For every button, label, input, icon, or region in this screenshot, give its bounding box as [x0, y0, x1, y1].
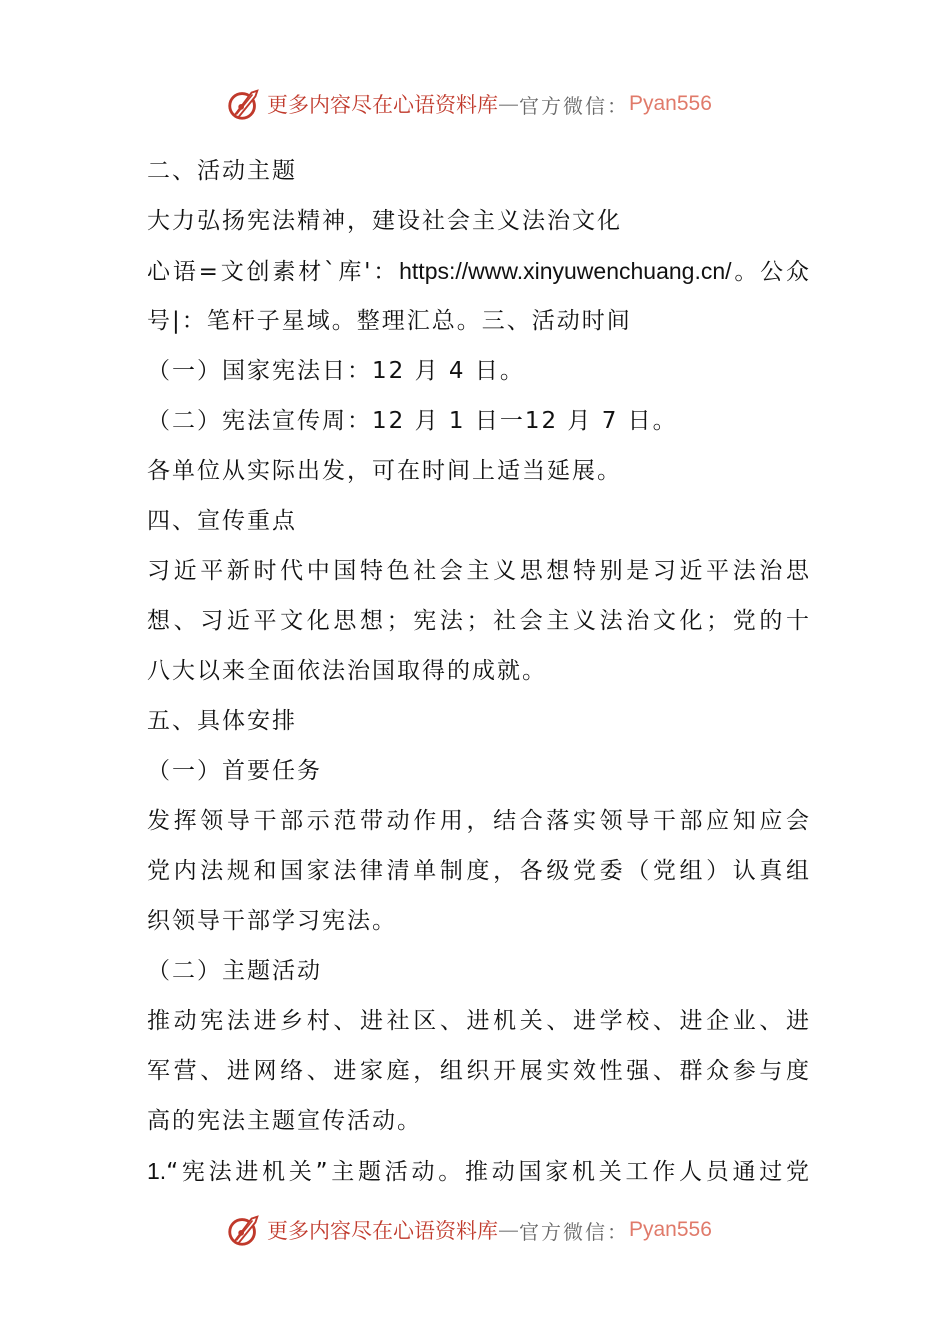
time-item-constitution-day: （一）国家宪法日：12 月 4 日。: [147, 358, 525, 384]
watermark-wechat-id: Pyan556: [629, 1218, 712, 1241]
watermark-separator: —: [498, 92, 519, 116]
task-text-line-2: 党内法规和国家法律清单制度，各级党委（党组）认真组: [147, 858, 809, 884]
watermark-wechat-id: Pyan556: [629, 92, 712, 115]
focus-text-line-2: 想、习近平文化思想；宪法；社会主义法治文化；党的十: [147, 608, 809, 634]
promo-line: [147, 246, 809, 296]
activity-text-line-3: 高的宪法主题宣传活动。: [147, 1108, 422, 1134]
watermark-wechat-label: 官方微信：: [519, 93, 629, 118]
activity-item-1: [147, 1146, 809, 1196]
task-text-line-3: 织领导干部学习宪法。: [147, 908, 397, 934]
promo-text-b: 。公众: [731, 259, 809, 285]
promo-line-2: 号|：笔杆子星域。整理汇总。三、活动时间: [147, 308, 632, 334]
quill-pen-logo-icon: [225, 1211, 263, 1249]
header-watermark: [225, 82, 712, 126]
watermark-wechat-label: 官方微信：: [519, 1219, 629, 1244]
task-text-line-1: 发挥领导干部示范带动作用，结合落实领导干部应知应会: [147, 808, 809, 834]
section-heading-arrangement: 五、具体安排: [147, 708, 297, 734]
watermark-site-name: 更多内容尽在心语资料库: [267, 93, 498, 117]
time-item-publicity-week: （二）宪法宣传周：12 月 1 日一12 月 7 日。: [147, 408, 678, 434]
focus-text-line-1: 习近平新时代中国特色社会主义思想特别是习近平法治思: [147, 558, 809, 584]
footer-watermark: [225, 1208, 712, 1252]
watermark-separator: —: [498, 1218, 519, 1242]
promo-text-a: 心语=文创素材`库'：: [147, 259, 400, 285]
subheading-primary-task: （一）首要任务: [147, 758, 322, 784]
item-number: 1.: [147, 1158, 167, 1184]
document-body: [147, 146, 809, 1196]
time-item-note: 各单位从实际出发，可在时间上适当延展。: [147, 458, 622, 484]
section-heading-theme: 二、活动主题: [147, 158, 297, 184]
subheading-theme-activities: （二）主题活动: [147, 958, 322, 984]
activity-text-line-2: 军营、进网络、进家庭，组织开展实效性强、群众参与度: [147, 1058, 809, 1084]
quill-pen-logo-icon: [225, 85, 263, 123]
theme-text: 大力弘扬宪法精神，建设社会主义法治文化: [147, 208, 622, 234]
watermark-site-name: 更多内容尽在心语资料库: [267, 1219, 498, 1243]
promo-url: https://www.xinyuwenchuang.cn/: [399, 258, 732, 284]
focus-text-line-3: 八大以来全面依法治国取得的成就。: [147, 658, 547, 684]
section-heading-focus: 四、宣传重点: [147, 508, 297, 534]
item-text: “宪法进机关”主题活动。推动国家机关工作人员通过党: [166, 1159, 809, 1185]
activity-text-line-1: 推动宪法进乡村、进社区、进机关、进学校、进企业、进: [147, 1008, 809, 1034]
